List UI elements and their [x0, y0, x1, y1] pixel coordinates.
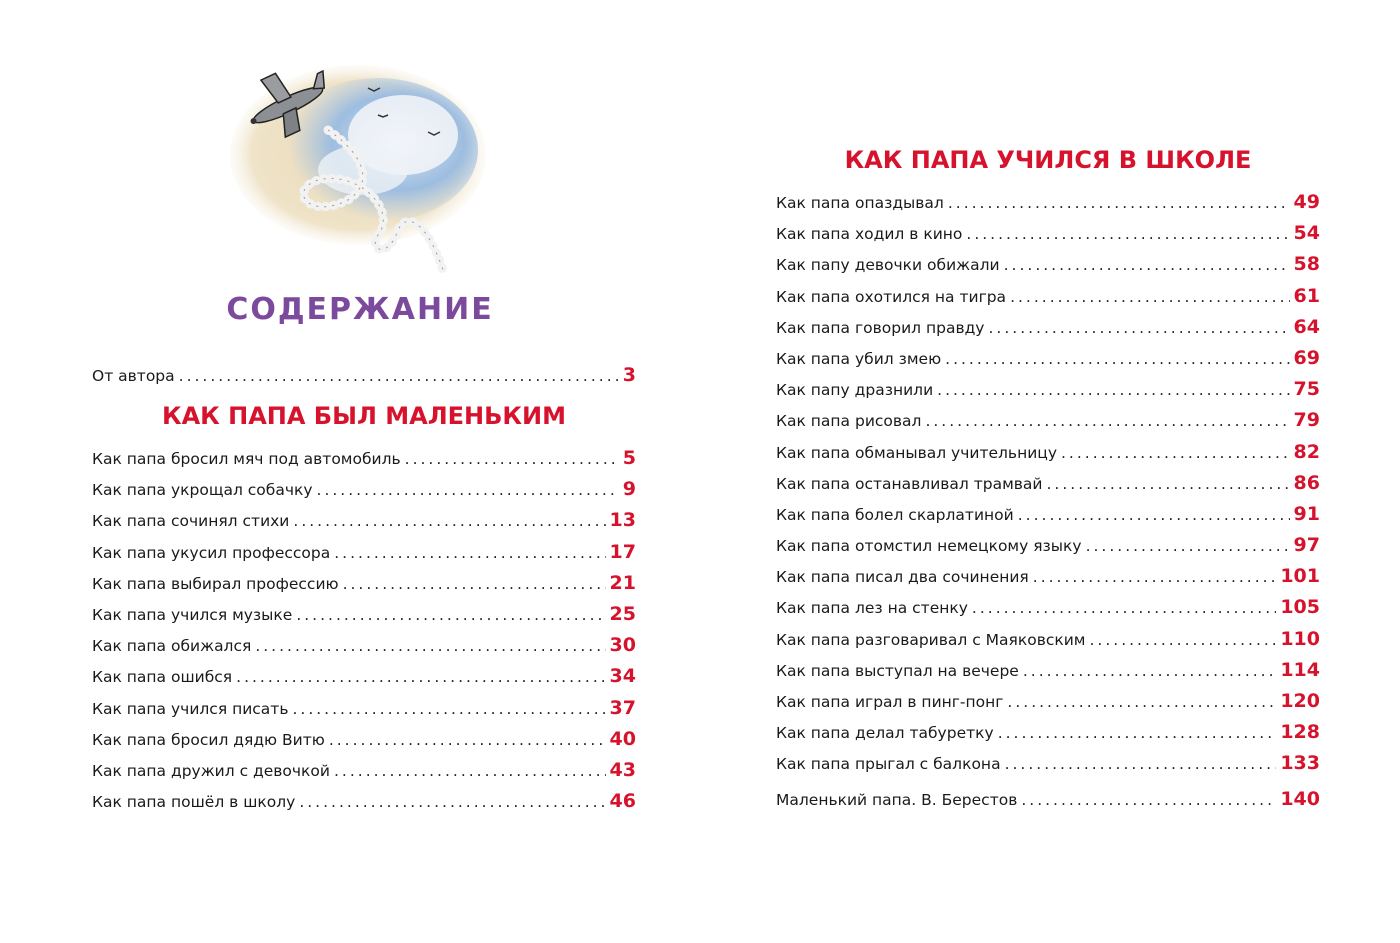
dot-leader: [1033, 568, 1277, 586]
page-number: 37: [609, 696, 636, 719]
epilogue-entry[interactable]: [776, 788, 1320, 819]
dot-leader: [925, 412, 1289, 430]
page-number: 30: [609, 634, 636, 657]
toc-entry[interactable]: [776, 222, 1320, 253]
dot-leader: [1007, 693, 1276, 711]
dot-leader: [1004, 256, 1290, 274]
toc-entry[interactable]: [92, 509, 636, 540]
toc-entry-title: Как папа опаздывал: [776, 194, 944, 212]
page-number: 69: [1293, 346, 1320, 369]
toc-entry-title: Как папа убил змею: [776, 349, 942, 368]
dot-leader: [292, 700, 605, 718]
dot-leader: [998, 724, 1277, 742]
toc-entry[interactable]: [92, 447, 636, 478]
page-number: 49: [1293, 191, 1320, 213]
author-entry[interactable]: [92, 364, 636, 395]
page-number: 64: [1293, 315, 1320, 338]
section-title-school: КАК ПАПА УЧИЛСЯ В ШКОЛЕ: [844, 146, 1252, 174]
toc-entry[interactable]: [92, 541, 636, 572]
page-number: 9: [622, 478, 636, 501]
toc-entry-title: Как папа учился музыке: [92, 605, 293, 624]
dot-leader: [299, 793, 605, 811]
toc-entry[interactable]: [776, 441, 1320, 472]
toc-entry[interactable]: [92, 759, 636, 790]
page-number: 43: [609, 758, 636, 781]
page-number: 120: [1280, 690, 1320, 712]
page-number: 54: [1293, 222, 1320, 245]
toc-entry[interactable]: [92, 728, 636, 759]
page-number: 58: [1293, 253, 1320, 276]
toc-list-little: [92, 447, 636, 821]
toc-entry-title: Как папа разговаривал с Маяковским: [776, 630, 1086, 649]
toc-entry[interactable]: [776, 503, 1320, 534]
toc-entry[interactable]: [92, 603, 636, 634]
toc-entry-title: Как папу девочки обижали: [776, 256, 1000, 275]
dot-leader: [972, 599, 1276, 617]
dot-leader: [317, 481, 619, 499]
toc-entry-title: Как папа болел скарлатиной: [776, 505, 1014, 524]
dot-leader: [1023, 662, 1276, 680]
dot-leader: [334, 544, 605, 562]
page-number: 101: [1280, 565, 1320, 588]
toc-entry-title: Как папа выступал на вечере: [776, 661, 1019, 680]
toc-entry[interactable]: [776, 628, 1320, 659]
page-number: 105: [1280, 596, 1320, 619]
toc-entry[interactable]: [92, 665, 636, 696]
toc-entry-title: Как папа дружил с девочкой: [92, 761, 330, 780]
page-number: 79: [1293, 409, 1320, 432]
dot-leader: [1086, 537, 1290, 555]
toc-entry-title: Как папа рисовал: [776, 412, 922, 431]
toc-entry-title: Как папа бросил дядю Витю: [92, 730, 325, 749]
toc-entry[interactable]: [776, 721, 1320, 752]
toc-entry-title: Как папа сочинял стихи: [92, 512, 290, 531]
toc-entry[interactable]: [776, 285, 1320, 316]
toc-entry[interactable]: [776, 191, 1320, 222]
section-title-little: КАК ПАПА БЫЛ МАЛЕНЬКИМ: [161, 402, 567, 430]
page-number: 13: [609, 509, 636, 532]
toc-entry[interactable]: [776, 409, 1320, 440]
toc-entry[interactable]: [776, 378, 1320, 409]
toc-entry-title: Как папа обижался: [92, 637, 252, 656]
airplane-illustration: [228, 60, 488, 290]
toc-entry-title: Как папа лез на стенку: [776, 599, 968, 618]
page-number: 21: [609, 571, 636, 594]
dot-leader: [1021, 791, 1276, 809]
toc-entry[interactable]: [776, 316, 1320, 347]
dot-leader: [945, 350, 1289, 368]
page-number: 25: [609, 602, 636, 625]
toc-entry[interactable]: [776, 659, 1320, 690]
toc-entry-title: Как папа писал два сочинения: [776, 568, 1029, 587]
toc-entry[interactable]: [776, 690, 1320, 721]
page-number: 86: [1293, 471, 1320, 494]
toc-entry[interactable]: [776, 596, 1320, 627]
toc-entry[interactable]: [776, 472, 1320, 503]
toc-entry-title: Как папа делал табуретку: [776, 724, 994, 743]
page-number: 82: [1293, 440, 1320, 463]
dot-leader: [405, 450, 619, 468]
dot-leader: [988, 319, 1289, 337]
page-number: 91: [1293, 502, 1320, 525]
dot-leader: [255, 637, 605, 655]
dot-leader: [334, 762, 606, 780]
toc-entry[interactable]: [776, 253, 1320, 284]
toc-entry[interactable]: [776, 534, 1320, 565]
toc-entry-title: Маленький папа. В. Берестов: [776, 791, 1018, 809]
contents-title: СОДЕРЖАНИЕ: [226, 292, 494, 327]
toc-list-school: [776, 191, 1320, 784]
toc-entry-title: Как папа обманывал учительницу: [776, 443, 1057, 462]
toc-entry-title: Как папа ошибся: [92, 668, 233, 687]
toc-entry-title: Как папа говорил правду: [776, 318, 985, 337]
dot-leader: [329, 731, 606, 749]
dot-leader: [236, 668, 605, 686]
dot-leader: [296, 606, 605, 624]
dot-leader: [1010, 288, 1289, 306]
page-number: 61: [1293, 284, 1320, 307]
dot-leader: [1018, 506, 1290, 524]
dot-leader: [293, 512, 605, 530]
page-number: 128: [1280, 721, 1320, 744]
dot-leader: [966, 225, 1289, 243]
toc-entry-title: Как папа отомстил немецкому языку: [776, 537, 1082, 556]
toc-entry[interactable]: [92, 572, 636, 603]
page-number: 5: [622, 447, 636, 469]
toc-entry-title: Как папу дразнили: [776, 381, 934, 400]
dot-leader: [343, 575, 606, 593]
dot-leader: [948, 194, 1290, 212]
page-number: 17: [609, 540, 636, 563]
page-number: 3: [622, 364, 636, 386]
page-number: 75: [1293, 378, 1320, 401]
dot-leader: [1047, 475, 1290, 493]
toc-entry[interactable]: [776, 752, 1320, 783]
toc-entry[interactable]: [92, 634, 636, 665]
toc-entry-title: Как папа охотился на тигра: [776, 287, 1007, 306]
dot-leader: [937, 381, 1289, 399]
toc-entry[interactable]: [92, 790, 636, 821]
page-number: 133: [1280, 752, 1320, 775]
toc-entry-title: От автора: [92, 367, 175, 385]
toc-entry-title: Как папа ходил в кино: [776, 225, 963, 244]
toc-entry-title: Как папа останавливал трамвай: [776, 474, 1043, 493]
dot-leader: [1061, 444, 1290, 462]
toc-entry[interactable]: [776, 347, 1320, 378]
toc-entry-title: Как папа укусил профессора: [92, 543, 331, 562]
page-number: 97: [1293, 534, 1320, 557]
toc-entry[interactable]: [92, 478, 636, 509]
page-number: 114: [1280, 658, 1320, 681]
page-number: 140: [1280, 788, 1320, 810]
toc-entry-title: Как папа учился писать: [92, 699, 289, 718]
toc-entry-title: Как папа пошёл в школу: [92, 793, 296, 812]
toc-entry-title: Как папа играл в пинг-понг: [776, 693, 1004, 711]
toc-entry[interactable]: [92, 697, 636, 728]
page-number: 110: [1280, 627, 1320, 650]
dot-leader: [179, 367, 619, 385]
dot-leader: [1005, 755, 1277, 773]
page-number: 46: [609, 790, 636, 813]
toc-entry-title: Как папа укрощал собачку: [92, 481, 313, 500]
toc-entry-title: Как папа прыгал с балкона: [776, 755, 1001, 774]
dot-leader: [1089, 631, 1276, 649]
page-number: 40: [609, 727, 636, 750]
toc-entry-title: Как папа выбирал профессию: [92, 574, 339, 593]
toc-entry-title: Как папа бросил мяч под автомобиль: [92, 450, 401, 468]
toc-entry[interactable]: [776, 565, 1320, 596]
page-number: 34: [609, 665, 636, 688]
